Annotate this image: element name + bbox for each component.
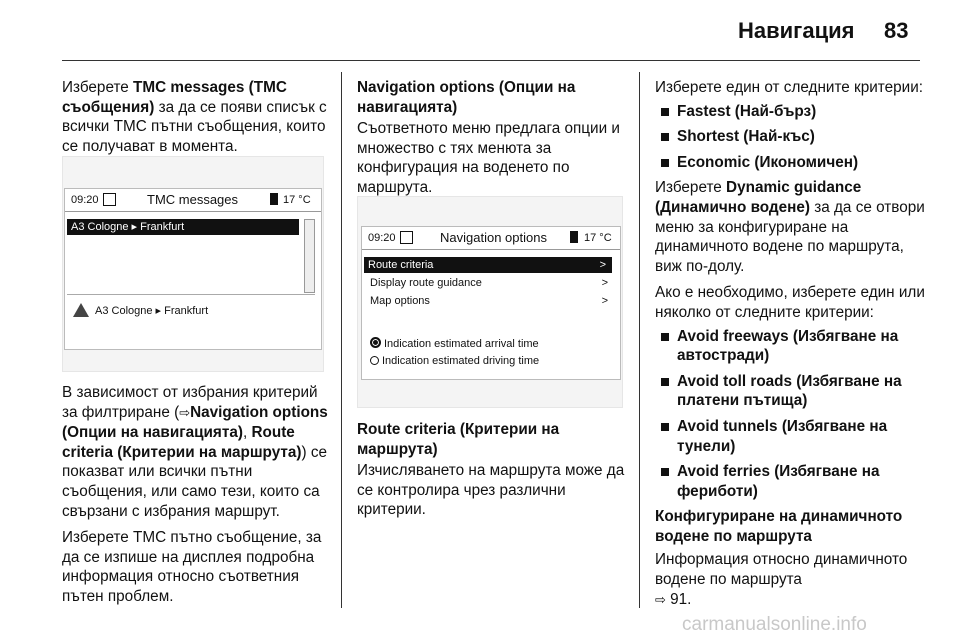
thermometer-icon	[570, 231, 578, 243]
display-title: TMC messages	[147, 192, 239, 207]
column-1-lower	[62, 383, 332, 614]
radio-selected-icon	[370, 337, 381, 348]
list-item: Avoid toll roads (Избягване на платени пътища)	[655, 372, 927, 411]
display-status-bar	[362, 227, 620, 250]
menu-item-map-options[interactable]: Map options >	[370, 295, 608, 307]
radio-arrival-time[interactable]: Indication estimated arrival time	[370, 337, 539, 350]
list-item: Avoid freeways (Избягване на автостради)	[655, 327, 927, 366]
paragraph-dynamic-info: Информация относно динамичното водене по маршрута ⇨ 91.	[655, 551, 908, 608]
reference-arrow-icon: ⇨	[179, 405, 191, 421]
menu-item-route-criteria[interactable]: Route criteria >	[364, 257, 612, 273]
column-divider-2	[639, 72, 640, 608]
chevron-right-icon: >	[599, 259, 606, 271]
paragraph-navigation-options: Съответното меню предлага опции и множество с тях менюта за конфигурация на воденето по маршрута.	[357, 120, 620, 196]
column-1	[62, 78, 330, 163]
heading-dynamic-guidance-config: Конфигуриране на динамичното водене по маршрута	[655, 508, 903, 545]
list-item: Shortest (Най-къс)	[655, 127, 927, 147]
avoid-list	[655, 327, 927, 502]
watermark: carmanualsonline.info	[682, 614, 867, 635]
traffic-warning-icon	[73, 303, 89, 317]
criteria-list	[655, 102, 927, 173]
page-header-title: Навигация	[738, 18, 855, 43]
header-rule	[62, 60, 920, 61]
paragraph-choose-criterion: Изберете един от следните критерии:	[655, 79, 923, 96]
nav-icon	[103, 193, 116, 206]
display-title: Navigation options	[440, 230, 547, 245]
chevron-right-icon: >	[601, 295, 608, 307]
heading-navigation-options: Navigation options (Опции на навигацията)	[357, 79, 576, 116]
message-detail: A3 Cologne ▸ Frankfurt	[95, 305, 209, 317]
list-item: Economic (Икономичен)	[655, 153, 927, 173]
display-screen	[64, 188, 322, 350]
paragraph-select-message: Изберете TMC пътно съобщение, за да се изпише на дисплея подробна информация относно съответния пътен проблем.	[62, 529, 322, 605]
selected-message-row[interactable]: A3 Cologne ▸ Frankfurt	[67, 219, 299, 235]
display-screen	[361, 226, 621, 380]
paragraph-tmc-intro: Изберете TMC messages (TMC съобщения) за да се появи списък с всички TMC пътни съобщения, които се получават в момента.	[62, 79, 327, 155]
scrollbar[interactable]	[304, 219, 315, 293]
chevron-right-icon: >	[601, 277, 608, 289]
paragraph-route-criteria: Изчисляването на маршрута може да се контролира чрез различни критерии.	[357, 462, 625, 519]
list-item: Fastest (Най-бърз)	[655, 102, 927, 122]
list-item: Avoid tunnels (Избягване на тунели)	[655, 417, 927, 456]
temperature: 17 °C	[283, 194, 311, 206]
clock: 09:20	[71, 194, 99, 206]
column-2	[357, 78, 629, 205]
reference-arrow-icon: ⇨	[655, 592, 666, 608]
paragraph-dynamic-guidance: Изберете Dynamic guidance (Динамично водене) за да се отвори меню за конфигуриране на динамичното водене по маршрута, виж по-долу.	[655, 179, 925, 275]
column-2-lower	[357, 420, 629, 527]
screenshot-navigation-options	[357, 196, 623, 408]
display-status-bar	[65, 189, 321, 212]
radio-unselected-icon	[370, 356, 379, 365]
page-number: 83	[884, 18, 909, 43]
column-divider-1	[341, 72, 342, 608]
nav-icon	[400, 231, 413, 244]
list-item: Avoid ferries (Избягване на фериботи)	[655, 462, 927, 501]
thermometer-icon	[270, 193, 278, 205]
menu-item-display-route-guidance[interactable]: Display route guidance >	[370, 277, 608, 289]
paragraph-optional-criteria: Ако е необходимо, изберете един или няколко от следните критерии:	[655, 284, 925, 321]
paragraph-filter: В зависимост от избрания критерий за филтриране (⇨Navigation options (Опции на навигацията), Route criteria (Критерии на маршрута)) се показват или всички пътни съобщения, или само тези, които са свързани с избрания маршрут.	[62, 384, 328, 520]
radio-driving-time[interactable]: Indication estimated driving time	[370, 355, 539, 367]
message-divider	[67, 294, 315, 295]
screenshot-tmc-messages	[62, 156, 324, 372]
temperature: 17 °C	[584, 232, 612, 244]
column-3	[655, 78, 927, 617]
clock: 09:20	[368, 232, 396, 244]
heading-route-criteria: Route criteria (Критерии на маршрута)	[357, 421, 560, 458]
